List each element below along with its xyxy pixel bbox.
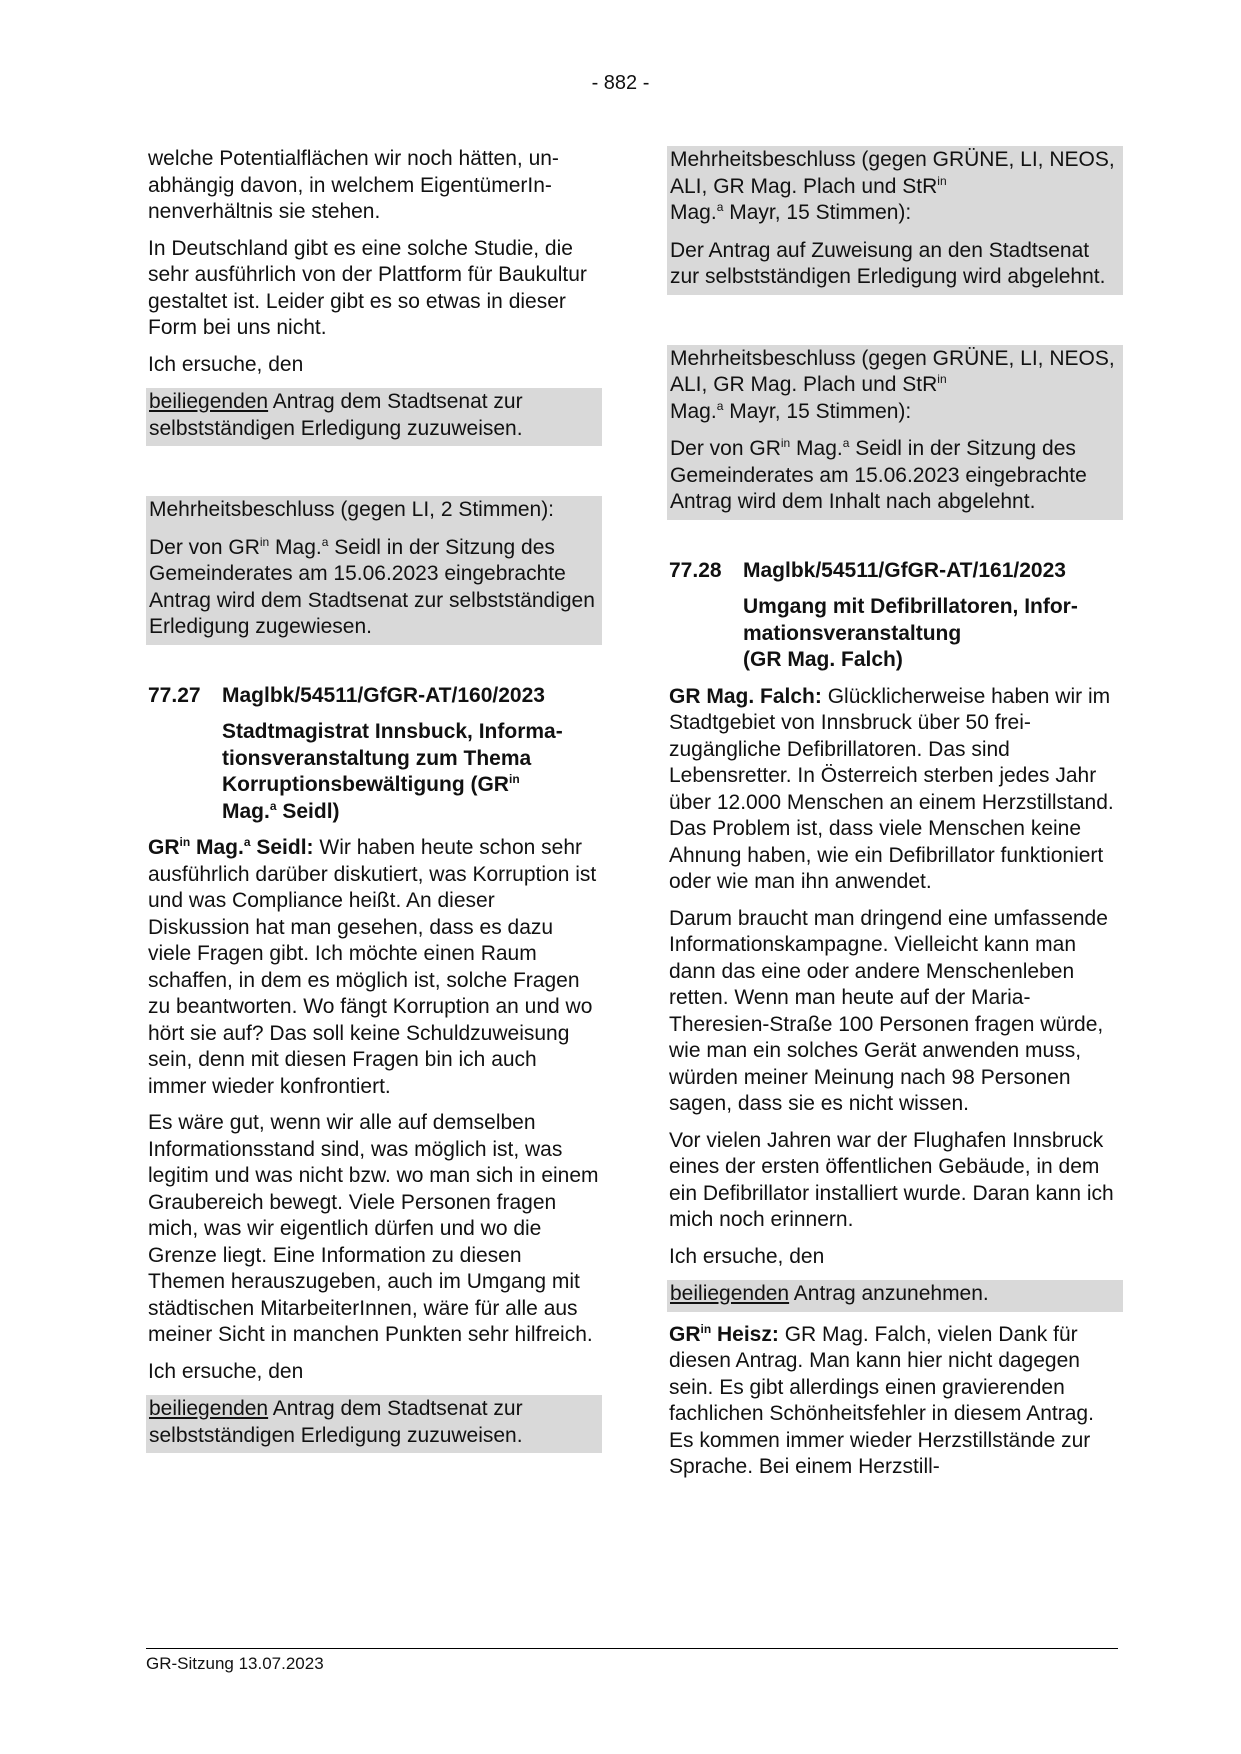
decision-title: Mehrheitsbeschluss (gegen LI, 2 Stimmen):	[149, 498, 555, 521]
decision-block	[667, 345, 1123, 520]
agenda-item-title: Stadtmagistrat Innsbuck, Informationsveranstaltung zum Thema Korruptionsbewältigung ($GR^{in}$ Mag.$^a$ Seidl)	[222, 720, 563, 823]
speaker-name: GR Mag. Falch:	[669, 684, 822, 708]
footer-text: GR-Sitzung 13.07.2023	[146, 1654, 324, 1673]
decision-block	[146, 496, 602, 645]
motion-text: beiliegenden Antrag dem Stadtsenat zur selbstständigen Erledigung zuzuweisen.	[146, 388, 602, 446]
decision-text: Der von $GR^{in}$ Mag.$^a$ Seidl in der Sitzung des Gemeinderates am 15.06.2023 eingebrachte Antrag wird dem Inhalt nach abgelehnt.	[670, 436, 1087, 513]
left-column	[146, 146, 602, 1453]
speech-paragraph: $GR^{in}$ Mag.$^a$ Seidl: Wir haben heute schon sehr ausführlich darüber diskutiert, was Korruption ist und was Compliance heißt. An dieser Diskussion hat man gesehen, dass es dazu viele Fragen gibt. Ich möchte einen Raum schaffen, in dem es möglich ist, solche Fragen zu beantworten. Wo fängt Korruption an und wo hört sie auf? Das soll keine Schuldzuweisung sein, denn mit diesen Fragen bin ich auch immer wieder konfrontiert.	[148, 835, 597, 1098]
decision-title: Mehrheitsbeschluss (gegen GRÜNE, LI, NEOS, ALI, GR Mag. Plach und StR$^{in}$ Mag.$^a$ Mayr, 15 Stimmen):	[670, 346, 1115, 423]
agenda-item-heading	[667, 558, 1123, 585]
decision-title: Mehrheitsbeschluss (gegen GRÜNE, LI, NEOS, ALI, GR Mag. Plach und StR$^{in}$ Mag.$^a$ Mayr, 15 Stimmen):	[670, 148, 1115, 224]
motion-text: beiliegenden Antrag anzunehmen.	[667, 1280, 1123, 1312]
speaker-name: $GR^{in}$ Mag.$^a$ Seidl:	[148, 835, 314, 859]
speech-paragraph: Vor vielen Jahren war der Flughafen Innsbruck eines der ersten öffentlichen Gebäude, in dem ein Defibrillator installiert wurde. Daran kann ich mich noch erinnern.	[669, 1128, 1114, 1231]
motion-underlined-word: beiliegenden	[670, 1282, 790, 1305]
speech-paragraph: Ich ersuche, den	[669, 1244, 825, 1268]
speech-paragraph: Darum braucht man dringend eine umfassende Informationskampagne. Vielleicht kann man dann das eine oder andere Menschenleben retten. Wenn man heute auf der Maria-Theresien-Straße 100 Personen fragen würde, wie man ein solches Gerät anwenden muss, würden meiner Meinung nach 98 Personen sagen, dass sie es nicht wissen.	[669, 906, 1108, 1115]
speech-paragraph: Ich ersuche, den	[148, 1359, 304, 1383]
motion-underlined-word: beiliegenden	[149, 1397, 269, 1420]
right-column	[667, 146, 1123, 1491]
decision-text: Der von $GR^{in}$ Mag.$^a$ Seidl in der Sitzung des Gemeinderates am 15.06.2023 eingebrachte Antrag wird dem Stadtsenat zur selbstständigen Erledigung zugewiesen.	[149, 534, 595, 638]
paragraph: In Deutschland gibt es eine solche Studie, die sehr ausführlich von der Plattform für Baukultur gestaltet ist. Leider gibt es so etwas in dieser Form bei uns nicht.	[148, 236, 587, 339]
motion-text: beiliegenden Antrag dem Stadtsenat zur selbstständigen Erledigung zuzuweisen.	[146, 1395, 602, 1453]
agenda-item-heading	[146, 683, 602, 710]
decision-block	[667, 146, 1123, 295]
footer-divider	[146, 1648, 1118, 1649]
speaker-name: $GR^{in}$ Heisz:	[669, 1321, 779, 1346]
agenda-item-number: 77.27	[148, 683, 201, 707]
speech-paragraph: Es wäre gut, wenn wir alle auf demselben Informationsstand sind, was möglich ist, was legitim und was nicht bzw. wo man sich in einem Graubereich bewegt. Viele Personen fragen mich, was wir eigentlich dürfen und wo die Grenze liegt. Eine Information zu diesen Themen herauszugeben, auch im Umgang mit städtischen MitarbeiterInnen, wäre für alle aus meiner Sicht in manchen Punkten sehr hilfreich.	[148, 1111, 599, 1346]
agenda-item-number: 77.28	[669, 558, 722, 582]
speech-paragraph: GR Mag. Falch: Glücklicherweise haben wir im Stadtgebiet von Innsbruck über 50 frei-zugängliche Defibrillatoren. Das sind Lebensretter. In Österreich sterben jedes Jahr über 12.000 Menschen an einem Herzstillstand. Das Problem ist, dass viele Menschen keine Ahnung haben, wie ein Defibrillator funktioniert oder wie man ihn anwendet.	[669, 684, 1114, 893]
speech-paragraph: $GR^{in}$ Heisz: GR Mag. Falch, vielen Dank für diesen Antrag. Man kann hier nicht dagegen sein. Es gibt allerdings einen gravierenden fachlichen Schönheitsfehler in diesem Antrag. Es kommen immer wieder Herzstillstände zur Sprache. Bei einem Herzstill-	[669, 1321, 1094, 1478]
paragraph: Ich ersuche, den	[148, 352, 304, 376]
motion-underlined-word: beiliegenden	[149, 390, 269, 413]
page-number: - 882 -	[591, 72, 650, 94]
agenda-item-reference: Maglbk/54511/GfGR-AT/161/2023	[743, 558, 1066, 582]
agenda-item-reference: Maglbk/54511/GfGR-AT/160/2023	[222, 683, 545, 707]
decision-text: Der Antrag auf Zuweisung an den Stadtsenat zur selbstständigen Erledigung wird abgelehnt.	[670, 238, 1106, 288]
agenda-item-title: Umgang mit Defibrillatoren, Informationsveranstaltung (GR Mag. Falch)	[743, 595, 1078, 671]
paragraph: welche Potentialflächen wir noch hätten, unabhängig davon, in welchem EigentümerInnenverhältnis sie stehen.	[148, 147, 559, 223]
